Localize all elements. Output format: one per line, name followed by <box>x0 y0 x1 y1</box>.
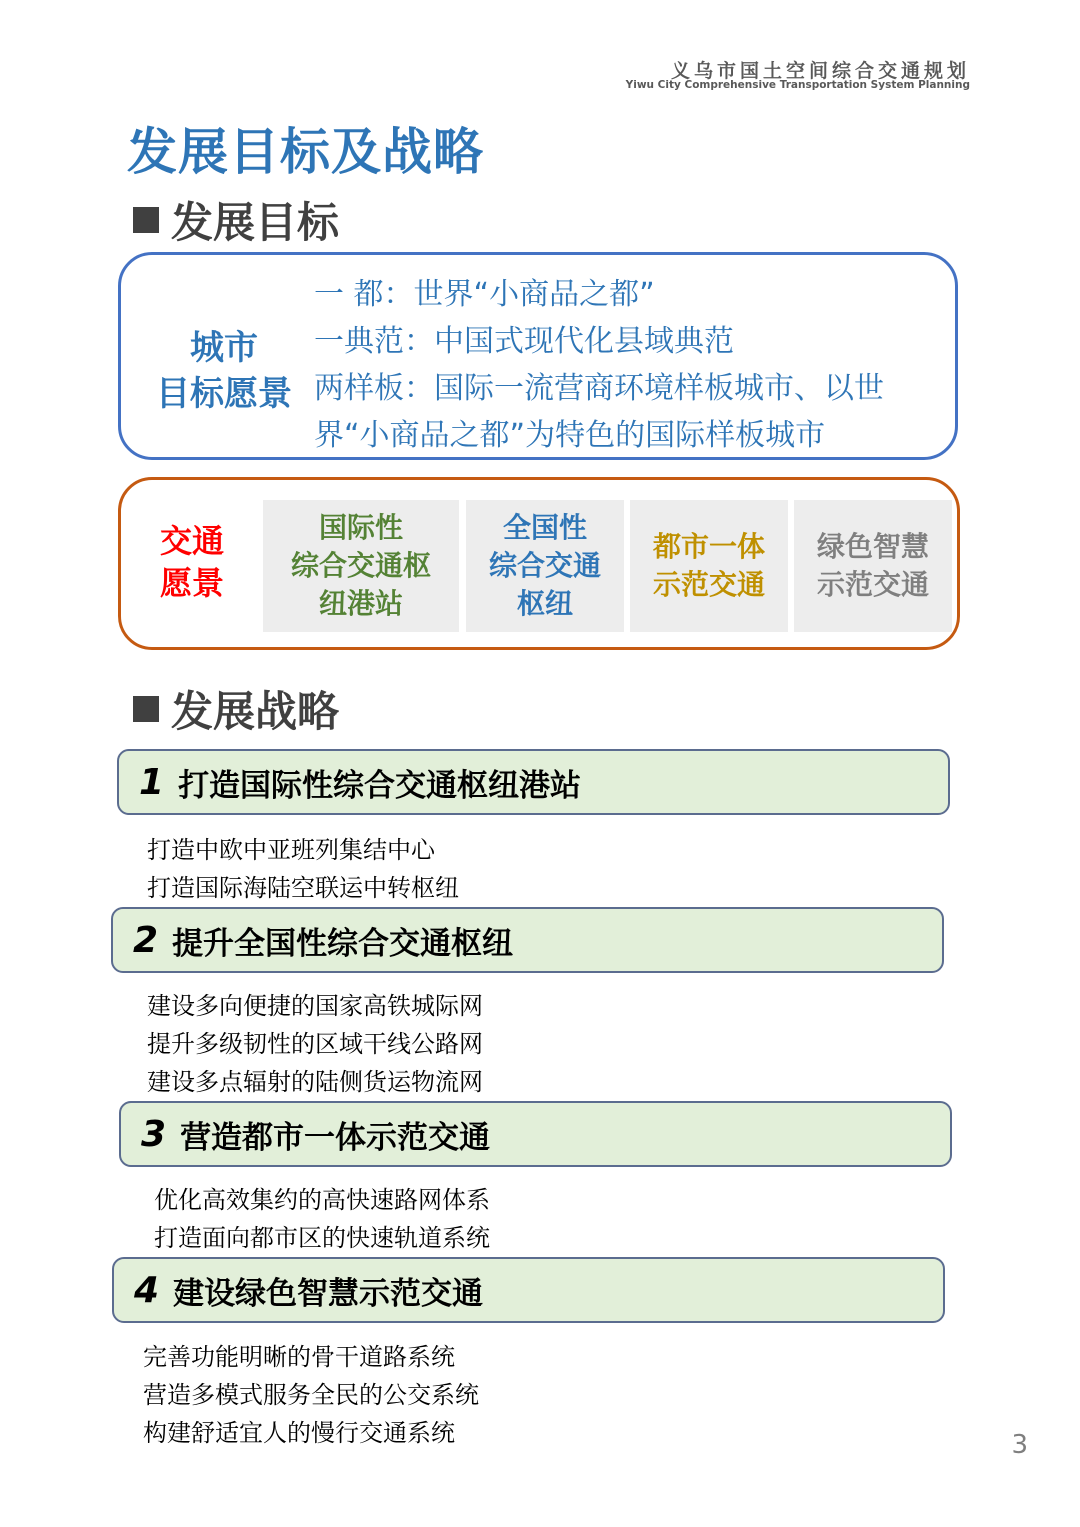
strategy-number: 3 <box>141 1113 167 1155</box>
list-item: 构建舒适宜人的慢行交通系统 <box>143 1419 455 1447</box>
traffic-vision-box <box>118 477 960 650</box>
goals-heading-text: 发展目标 <box>171 198 340 247</box>
city-vision-box <box>118 252 958 460</box>
cell-line: 综合交通 <box>488 549 601 582</box>
header-title-en: Yiwu City Comprehensive Transportation System Planning <box>625 79 970 91</box>
list-item: 打造中欧中亚班列集结中心 <box>147 836 435 864</box>
city-vision-label-line1: 城市 <box>190 328 258 368</box>
traffic-vision-cell-green-smart <box>794 500 952 632</box>
cell-line: 综合交通枢 <box>290 549 431 582</box>
traffic-vision-label-line1: 交通 <box>159 522 224 560</box>
strategy-points-1 <box>147 831 459 907</box>
strategy-points-2 <box>147 987 483 1101</box>
city-vision-label <box>149 325 299 417</box>
vision-line: 一典范：中国式现代化县域典范 <box>314 324 734 359</box>
cell-line: 绿色智慧 <box>816 530 929 563</box>
traffic-vision-cell-national-hub <box>466 500 624 632</box>
header-title-cn: 义乌市国土空间综合交通规划 <box>670 60 970 82</box>
strategy-points-3 <box>154 1181 490 1257</box>
vision-line: 界“小商品之都”为特色的国际样板城市 <box>314 418 826 453</box>
cell-line: 纽港站 <box>318 587 403 620</box>
cell-line: 示范交通 <box>652 568 765 601</box>
strategy-title: 提升全国性综合交通枢纽 <box>172 925 514 962</box>
list-item: 打造国际海陆空联运中转枢纽 <box>147 874 459 902</box>
strategy-title: 打造国际性综合交通枢纽港站 <box>178 767 582 804</box>
list-item: 建设多向便捷的国家高铁城际网 <box>147 992 483 1020</box>
traffic-vision-label-line2: 愿景 <box>159 564 224 602</box>
list-item: 营造多模式服务全民的公交系统 <box>143 1381 479 1409</box>
cell-line: 示范交通 <box>816 568 929 601</box>
square-bullet-icon <box>133 696 159 722</box>
vision-line: 一 都：世界“小商品之都” <box>314 277 655 312</box>
page-number: 3 <box>1011 1430 1028 1460</box>
list-item: 提升多级韧性的区域干线公路网 <box>147 1030 483 1058</box>
list-item: 打造面向都市区的快速轨道系统 <box>154 1224 490 1252</box>
strategy-number: 2 <box>133 919 159 961</box>
goals-heading <box>133 190 339 250</box>
cell-line: 国际性 <box>318 511 403 544</box>
strategy-title: 建设绿色智慧示范交通 <box>173 1275 484 1312</box>
list-item: 优化高效集约的高快速路网体系 <box>154 1186 490 1214</box>
list-item: 建设多点辐射的陆侧货运物流网 <box>147 1068 483 1096</box>
strategy-heading <box>133 679 339 739</box>
strategy-points-4 <box>143 1338 479 1452</box>
cell-line: 都市一体 <box>652 530 765 563</box>
city-vision-text <box>314 271 954 459</box>
strategy-bar-3 <box>119 1101 952 1167</box>
strategy-number: 4 <box>134 1269 160 1311</box>
strategy-title: 营造都市一体示范交通 <box>180 1119 491 1156</box>
traffic-vision-cell-hub-station <box>263 500 459 632</box>
city-vision-label-line2: 目标愿景 <box>156 374 292 414</box>
cell-line: 全国性 <box>502 511 587 544</box>
traffic-vision-cell-metro-integrated <box>630 500 788 632</box>
cell-line: 枢纽 <box>516 587 573 620</box>
list-item: 完善功能明晰的骨干道路系统 <box>143 1343 455 1371</box>
strategy-bar-2 <box>111 907 944 973</box>
square-bullet-icon <box>133 207 159 233</box>
traffic-vision-label <box>139 520 245 604</box>
vision-line: 两样板：国际一流营商环境样板城市、以世 <box>314 371 884 406</box>
strategy-number: 1 <box>139 761 165 803</box>
strategy-bar-4 <box>112 1257 945 1323</box>
page-title: 发展目标及战略 <box>127 123 484 181</box>
strategy-bar-1 <box>117 749 950 815</box>
strategy-heading-text: 发展战略 <box>171 687 340 736</box>
